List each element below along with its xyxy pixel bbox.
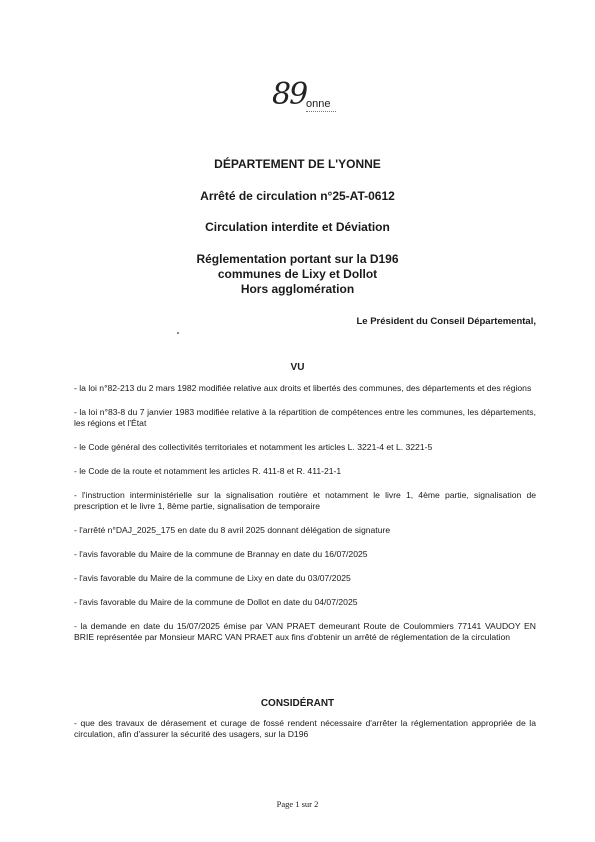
arrete-subject: Circulation interdite et Déviation (205, 220, 390, 234)
logo-underline (306, 111, 336, 114)
vu-item: - l'avis favorable du Maire de la commune de Lixy en date du 03/07/2025 (74, 573, 351, 583)
reglementation-block (0, 252, 595, 297)
vu-heading: VU (290, 362, 305, 373)
considerant-list (74, 718, 536, 753)
vu-item: - l'instruction interministérielle sur la signalisation routière et notamment le livre 1, 4ème partie, signalisation de prescription et le livre 1, 8ème partie, signalisation de temporaire (74, 490, 536, 511)
vu-item: - le Code de la route et notamment les articles R. 411-8 et R. 411-21-1 (74, 466, 342, 476)
reglementation-line-3: Hors agglomération (240, 282, 355, 296)
department-title: DÉPARTEMENT DE L'YONNE (214, 157, 381, 171)
logo-word: onne (306, 98, 331, 110)
reglementation-line-2: communes de Lixy et Dollot (217, 267, 378, 281)
page-number: Page 1 sur 2 (276, 799, 319, 809)
vu-item: - la loi n°82-213 du 2 mars 1982 modifiée relative aux droits et libertés des communes, des départements et des régions (74, 383, 532, 393)
yonne-logo (272, 77, 352, 122)
vu-item: - la demande en date du 15/07/2025 émise par VAN PRAET demeurant Route de Coulommiers 77141 VAUDOY EN BRIE représentée par Monsieur MARC VAN PRAET aux fins d'obtenir un arrêté de réglementation de la circulation (74, 621, 536, 642)
vu-item: - la loi n°83-8 du 7 janvier 1983 modifiée relative à la répartition de compétences entre les communes, les départements, les régions et l'État (74, 407, 536, 428)
vu-list (74, 383, 536, 656)
vu-item: - l'avis favorable du Maire de la commune de Brannay en date du 16/07/2025 (74, 549, 368, 559)
vu-item: - le Code général des collectivités territoriales et notamment les articles L. 3221-4 et L. 3221-5 (74, 442, 433, 452)
considerant-item: - que des travaux de dérasement et curage de fossé rendent nécessaire d'arrêter la réglementation appropriée de la circulation, afin d'assurer la sécurité des usagers, sur la D196 (74, 718, 536, 739)
arrete-number: Arrêté de circulation n°25-AT-0612 (200, 189, 395, 203)
reglementation-line-1: Réglementation portant sur la D196 (196, 252, 399, 266)
president-line: Le Président du Conseil Départemental, (356, 316, 536, 327)
scan-speck (177, 332, 179, 334)
vu-item: - l'avis favorable du Maire de la commune de Dollot en date du 04/07/2025 (74, 597, 358, 607)
considerant-heading: CONSIDÉRANT (260, 698, 335, 709)
logo-number: 89 (272, 77, 307, 112)
vu-item: - l'arrêté n°DAJ_2025_175 en date du 8 avril 2025 donnant délégation de signature (74, 525, 391, 535)
